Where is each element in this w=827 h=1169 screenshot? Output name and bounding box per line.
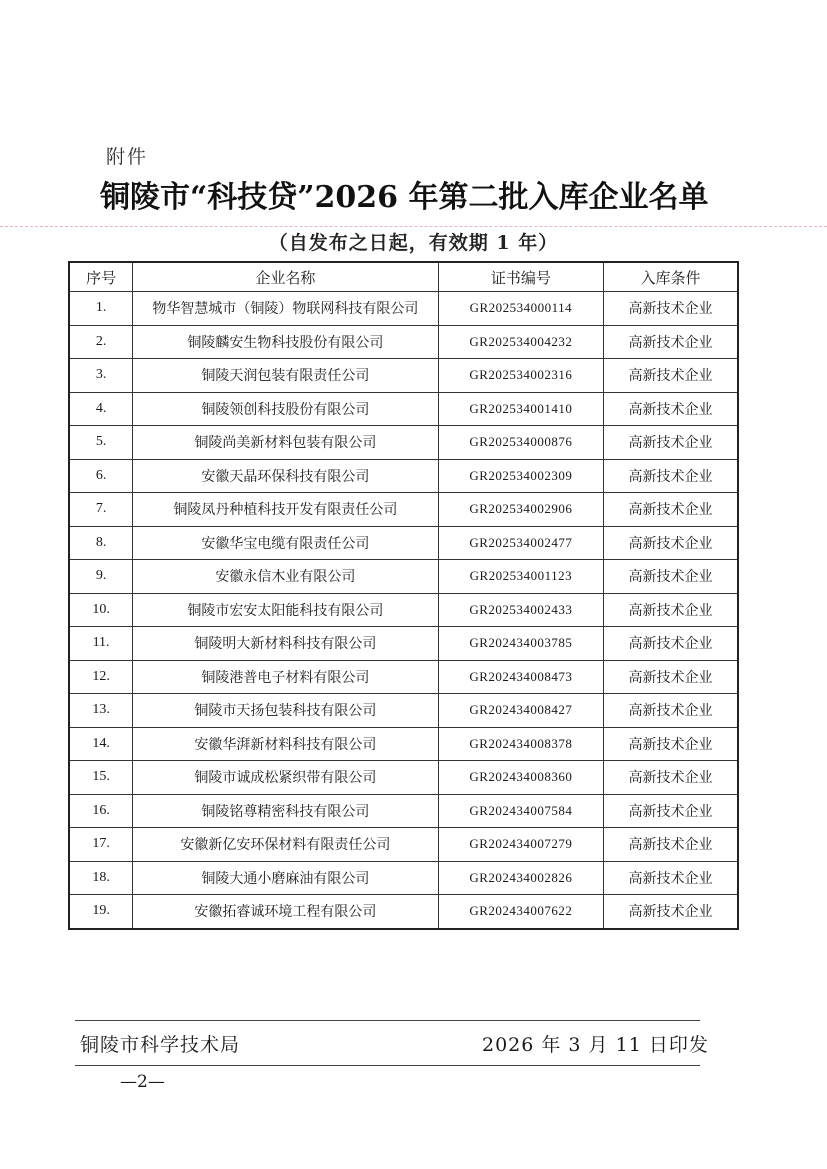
admission-condition: 高新技术企业 xyxy=(604,459,738,493)
certificate-number: GR202534002316 xyxy=(438,359,603,393)
admission-condition: 高新技术企业 xyxy=(604,895,738,929)
admission-condition: 高新技术企业 xyxy=(604,593,738,627)
certificate-number: GR202534002906 xyxy=(438,493,603,527)
certificate-number: GR202434007279 xyxy=(438,828,603,862)
certificate-number: GR202434007622 xyxy=(438,895,603,929)
table-row xyxy=(69,526,738,560)
divider xyxy=(0,226,827,227)
issuer-name: 铜陵市科学技术局 xyxy=(80,1034,241,1056)
company-name: 铜陵市宏安太阳能科技有限公司 xyxy=(133,593,439,627)
table-row xyxy=(69,426,738,460)
column-header-condition: 入库条件 xyxy=(604,262,738,292)
row-index: 9. xyxy=(69,560,133,594)
certificate-number: GR202534004232 xyxy=(438,325,603,359)
row-index: 7. xyxy=(69,493,133,527)
table-row xyxy=(69,493,738,527)
certificate-number: GR202434008473 xyxy=(438,660,603,694)
certificate-number: GR202534001123 xyxy=(438,560,603,594)
admission-condition: 高新技术企业 xyxy=(604,392,738,426)
issue-date: 2026 年 3 月 11 日印发 xyxy=(482,1034,709,1056)
table-row xyxy=(69,895,738,929)
certificate-number: GR202534002309 xyxy=(438,459,603,493)
table-row xyxy=(69,560,738,594)
row-index: 8. xyxy=(69,526,133,560)
certificate-number: GR202434008360 xyxy=(438,761,603,795)
table-row xyxy=(69,359,738,393)
admission-condition: 高新技术企业 xyxy=(604,292,738,326)
admission-condition: 高新技术企业 xyxy=(604,325,738,359)
row-index: 1. xyxy=(69,292,133,326)
table-header-row xyxy=(69,262,738,292)
table-body xyxy=(69,292,738,929)
company-name: 安徽永信木业有限公司 xyxy=(133,560,439,594)
company-name: 铜陵尚美新材料包装有限公司 xyxy=(133,426,439,460)
company-name: 安徽华宝电缆有限责任公司 xyxy=(133,526,439,560)
company-name: 安徽天晶环保科技有限公司 xyxy=(133,459,439,493)
validity-subtitle: （自发布之日起，有效期 1 年） xyxy=(268,232,559,254)
row-index: 15. xyxy=(69,761,133,795)
certificate-number: GR202434007584 xyxy=(438,794,603,828)
row-index: 17. xyxy=(69,828,133,862)
table-row xyxy=(69,292,738,326)
table-row xyxy=(69,593,738,627)
admission-condition: 高新技术企业 xyxy=(604,426,738,460)
column-header-name: 企业名称 xyxy=(133,262,439,292)
admission-condition: 高新技术企业 xyxy=(604,526,738,560)
row-index: 18. xyxy=(69,861,133,895)
admission-condition: 高新技术企业 xyxy=(604,761,738,795)
table-row xyxy=(69,727,738,761)
enterprise-table xyxy=(68,261,739,930)
certificate-number: GR202534002477 xyxy=(438,526,603,560)
column-header-index: 序号 xyxy=(69,262,133,292)
admission-condition: 高新技术企业 xyxy=(604,493,738,527)
row-index: 16. xyxy=(69,794,133,828)
table-row xyxy=(69,660,738,694)
row-index: 3. xyxy=(69,359,133,393)
table-row xyxy=(69,627,738,661)
table-row xyxy=(69,694,738,728)
table-row xyxy=(69,392,738,426)
certificate-number: GR202534001410 xyxy=(438,392,603,426)
company-name: 物华智慧城市（铜陵）物联网科技有限公司 xyxy=(133,292,439,326)
row-index: 2. xyxy=(69,325,133,359)
table-row xyxy=(69,325,738,359)
certificate-number: GR202434002826 xyxy=(438,861,603,895)
table-row xyxy=(69,459,738,493)
admission-condition: 高新技术企业 xyxy=(604,828,738,862)
row-index: 4. xyxy=(69,392,133,426)
certificate-number: GR202534000114 xyxy=(438,292,603,326)
company-name: 铜陵市诚成松紧织带有限公司 xyxy=(133,761,439,795)
admission-condition: 高新技术企业 xyxy=(604,694,738,728)
row-index: 11. xyxy=(69,627,133,661)
row-index: 5. xyxy=(69,426,133,460)
row-index: 14. xyxy=(69,727,133,761)
admission-condition: 高新技术企业 xyxy=(604,627,738,661)
admission-condition: 高新技术企业 xyxy=(604,660,738,694)
company-name: 安徽新亿安环保材料有限责任公司 xyxy=(133,828,439,862)
admission-condition: 高新技术企业 xyxy=(604,794,738,828)
row-index: 12. xyxy=(69,660,133,694)
company-name: 铜陵大通小磨麻油有限公司 xyxy=(133,861,439,895)
admission-condition: 高新技术企业 xyxy=(604,359,738,393)
company-name: 铜陵市天扬包装科技有限公司 xyxy=(133,694,439,728)
row-index: 6. xyxy=(69,459,133,493)
company-name: 安徽华湃新材料科技有限公司 xyxy=(133,727,439,761)
company-name: 安徽拓睿诚环境工程有限公司 xyxy=(133,895,439,929)
admission-condition: 高新技术企业 xyxy=(604,560,738,594)
company-name: 铜陵明大新材料科技有限公司 xyxy=(133,627,439,661)
row-index: 10. xyxy=(69,593,133,627)
company-name: 铜陵铭尊精密科技有限公司 xyxy=(133,794,439,828)
certificate-number: GR202434003785 xyxy=(438,627,603,661)
certificate-number: GR202434008427 xyxy=(438,694,603,728)
certificate-number: GR202534000876 xyxy=(438,426,603,460)
table-row xyxy=(69,794,738,828)
attachment-label: 附件 xyxy=(106,146,149,168)
company-name: 铜陵天润包装有限责任公司 xyxy=(133,359,439,393)
table-row xyxy=(69,761,738,795)
row-index: 13. xyxy=(69,694,133,728)
certificate-number: GR202434008378 xyxy=(438,727,603,761)
certificate-number: GR202534002433 xyxy=(438,593,603,627)
page-number: —2— xyxy=(120,1072,165,1092)
company-name: 铜陵麟安生物科技股份有限公司 xyxy=(133,325,439,359)
table-row xyxy=(69,861,738,895)
company-name: 铜陵港普电子材料有限公司 xyxy=(133,660,439,694)
page-title: 铜陵市“科技贷”2026 年第二批入库企业名单 xyxy=(100,180,709,215)
footer-rule-top xyxy=(75,1020,700,1021)
table-row xyxy=(69,828,738,862)
company-name: 铜陵领创科技股份有限公司 xyxy=(133,392,439,426)
footer-rule-bottom xyxy=(75,1065,700,1066)
company-name: 铜陵凤丹种植科技开发有限责任公司 xyxy=(133,493,439,527)
column-header-certificate: 证书编号 xyxy=(438,262,603,292)
admission-condition: 高新技术企业 xyxy=(604,727,738,761)
admission-condition: 高新技术企业 xyxy=(604,861,738,895)
row-index: 19. xyxy=(69,895,133,929)
